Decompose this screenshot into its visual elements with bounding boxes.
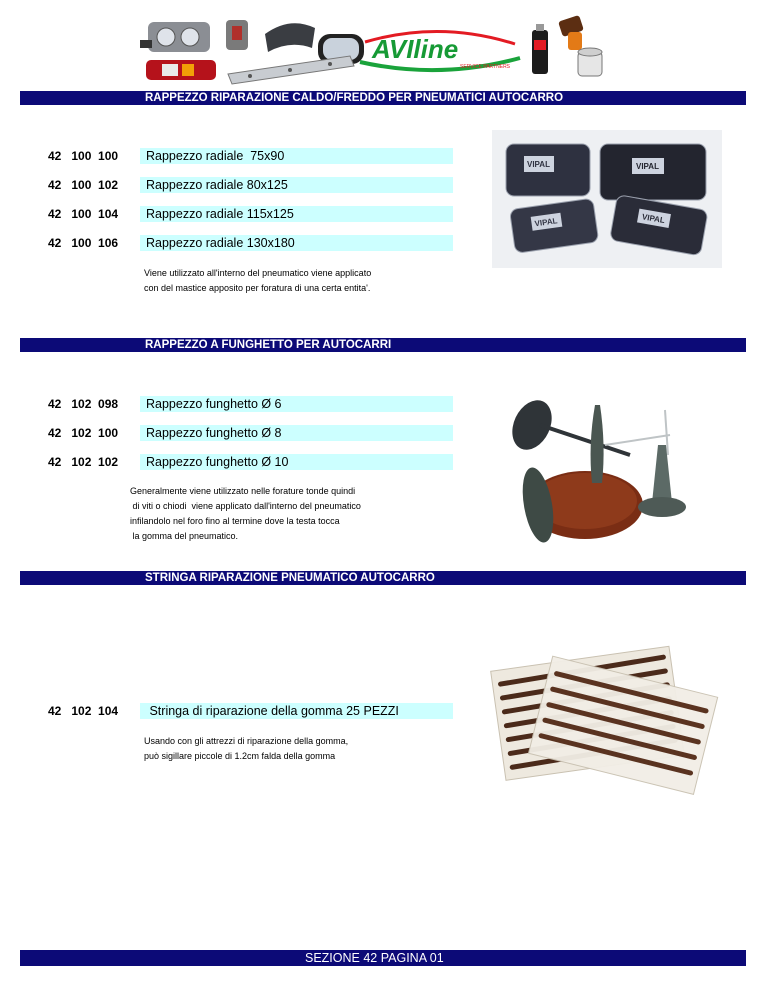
product-description: Rappezzo funghetto Ø 10 xyxy=(140,454,453,470)
product-code: 42 100 102 xyxy=(48,178,119,192)
product-code: 42 102 102 xyxy=(48,455,119,469)
headlight-image xyxy=(140,22,210,52)
product-code: 42 102 104 xyxy=(48,704,119,718)
section-note: Generalmente viene utilizzato nelle forature tonde quindi di viti o chiodi viene applicato dall'interno del pneumatico infilandolo nel foro fino al termine dove la testa tocca la gomma del pneumatico. xyxy=(130,486,361,541)
product-code: 42 102 100 xyxy=(48,426,119,440)
section-note: Viene utilizzato all'interno del pneumatico viene applicato con del mastice apposito per foratura di una certa entita'. xyxy=(144,268,372,293)
product-code: 42 102 098 xyxy=(48,397,119,411)
spray-can-image xyxy=(532,24,548,74)
svg-text:SERVICE PARTNERS: SERVICE PARTNERS xyxy=(460,64,511,70)
product-description: Rappezzo funghetto Ø 8 xyxy=(140,425,453,441)
product-code: 42 100 100 xyxy=(48,149,119,163)
product-description: Rappezzo funghetto Ø 6 xyxy=(140,396,453,412)
radial-patch-photo xyxy=(492,130,722,268)
svg-text:VIPAL: VIPAL xyxy=(534,216,559,229)
product-description: Rappezzo radiale 80x125 xyxy=(140,177,453,193)
header-banner xyxy=(140,14,610,86)
product-code: 42 100 106 xyxy=(48,236,119,250)
page-footer: SEZIONE 42 PAGINA 01 xyxy=(20,950,746,966)
product-description: Stringa di riparazione della gomma 25 PEZZI xyxy=(140,703,453,719)
section-title-bar: STRINGA RIPARAZIONE PNEUMATICO AUTOCARRO xyxy=(20,571,746,585)
tail-light-image xyxy=(146,60,216,80)
tool-image xyxy=(558,15,584,50)
repair-string-photo xyxy=(486,636,722,796)
section-note: Usando con gli attrezzi di riparazione della gomma, può sigillare piccole di 1.2cm falda della gomma xyxy=(144,736,349,761)
mushroom-plug-photo xyxy=(510,385,700,550)
cab-part-image xyxy=(226,20,248,50)
aviline-logo xyxy=(360,31,520,70)
svg-text:VIPAL: VIPAL xyxy=(641,212,666,226)
step-bar-image xyxy=(228,56,354,84)
section-title-bar: RAPPEZZO A FUNGHETTO PER AUTOCARRI xyxy=(20,338,746,352)
product-description: Rappezzo radiale 115x125 xyxy=(140,206,453,222)
svg-text:VIPAL: VIPAL xyxy=(636,162,659,171)
product-description: Rappezzo radiale 75x90 xyxy=(140,148,453,164)
product-description: Rappezzo radiale 130x180 xyxy=(140,235,453,251)
header-product-images xyxy=(140,14,610,86)
svg-text:AVIline: AVIline xyxy=(372,34,459,64)
product-code: 42 100 104 xyxy=(48,207,119,221)
section-title-bar: RAPPEZZO RIPARAZIONE CALDO/FREDDO PER PNEUMATICI AUTOCARRO xyxy=(20,91,746,105)
mudguard-image xyxy=(265,23,315,52)
svg-text:VIPAL: VIPAL xyxy=(527,160,550,169)
filter-image xyxy=(578,48,602,76)
